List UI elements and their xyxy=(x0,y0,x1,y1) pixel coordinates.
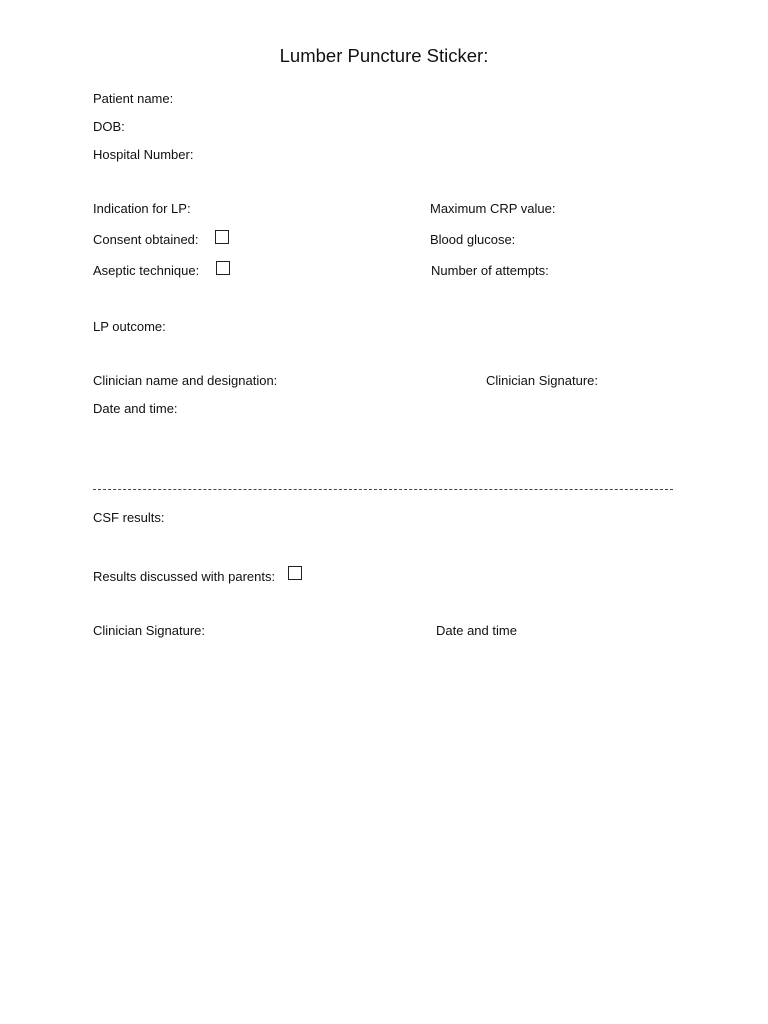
clinician-name-designation-label: Clinician name and designation: xyxy=(93,373,278,388)
patient-name-label: Patient name: xyxy=(93,91,174,106)
hospital-number-label: Hospital Number: xyxy=(93,147,194,162)
cut-line-divider xyxy=(93,489,673,490)
max-crp-label: Maximum CRP value: xyxy=(430,201,556,216)
dob-label: DOB: xyxy=(93,119,125,134)
results-date-time-label: Date and time xyxy=(436,623,517,638)
results-clinician-signature-label: Clinician Signature: xyxy=(93,623,206,638)
page-title: Lumber Puncture Sticker: xyxy=(279,45,489,66)
consent-label: Consent obtained: xyxy=(93,232,199,247)
blood-glucose-label: Blood glucose: xyxy=(430,232,516,247)
attempts-label: Number of attempts: xyxy=(431,263,549,278)
results-discussed-label: Results discussed with parents: xyxy=(93,569,276,584)
results-discussed-checkbox[interactable] xyxy=(288,566,302,580)
aseptic-checkbox[interactable] xyxy=(216,261,230,275)
aseptic-label: Aseptic technique: xyxy=(93,263,200,278)
indication-label: Indication for LP: xyxy=(93,201,191,216)
date-time-label: Date and time: xyxy=(93,401,178,416)
clinician-signature-label: Clinician Signature: xyxy=(486,373,599,388)
lp-outcome-label: LP outcome: xyxy=(93,319,166,334)
csf-results-label: CSF results: xyxy=(93,510,165,525)
consent-checkbox[interactable] xyxy=(215,230,229,244)
